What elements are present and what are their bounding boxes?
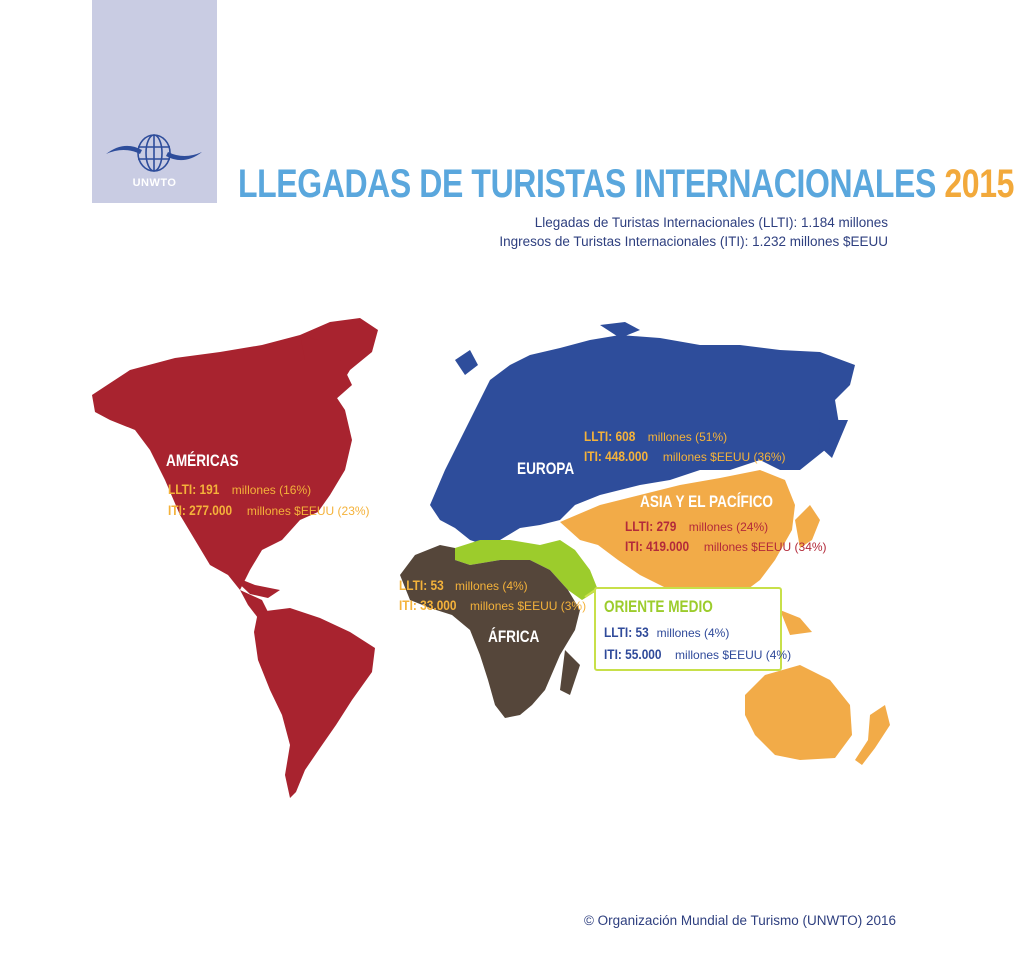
oriente-medio-iti-rest: millones $EEUU (4%) [671, 648, 792, 662]
oriente-medio-callout [594, 587, 792, 671]
americas-llti-rest: millones (16%) [228, 483, 312, 497]
asia-iti-rest: millones $EEUU (34%) [700, 540, 827, 554]
europa-iti-label: ITI: 448.000 [584, 448, 649, 464]
copyright-footer: © Organización Mundial de Turismo (UNWTO) 2016 [583, 913, 896, 928]
subtitle-llti: Llegadas de Turistas Internacionales (LLTI): 1.184 millones [534, 215, 888, 230]
europa-llti-stat [584, 428, 727, 444]
oriente-medio-iti-stat [604, 646, 791, 662]
oriente-medio-llti-label: LLTI: 53 [604, 624, 649, 640]
europa-iti-rest: millones $EEUU (36%) [659, 450, 786, 464]
title-main: LLEGADAS DE TURISTAS INTERNACIONALES [238, 162, 936, 206]
title-year: 2015 [944, 162, 1014, 206]
region-americas-shape [92, 318, 378, 798]
asia-llti-stat [625, 518, 768, 534]
africa-llti-rest: millones (4%) [451, 579, 528, 593]
americas-llti-label: LLTI: 191 [168, 481, 220, 497]
americas-iti-label: ITI: 277.000 [168, 502, 233, 518]
africa-iti-rest: millones $EEUU (3%) [466, 599, 587, 613]
oriente-medio-llti-rest: millones (4%) [656, 626, 730, 640]
americas-name-label: AMÉRICAS [166, 451, 239, 470]
asia-llti-rest: millones (24%) [685, 520, 769, 534]
asia-iti-stat [625, 538, 827, 554]
oriente-medio-llti-stat [604, 624, 729, 640]
americas-iti-stat [168, 502, 370, 518]
europa-llti-rest: millones (51%) [644, 430, 728, 444]
europa-name-label: EUROPA [517, 459, 575, 478]
subtitle-iti: Ingresos de Turistas Internacionales (ITI): 1.232 millones $EEUU [499, 234, 888, 249]
europa-llti-label: LLTI: 608 [584, 428, 636, 444]
oriente-medio-name-label: ORIENTE MEDIO [604, 597, 713, 616]
asia-llti-label: LLTI: 279 [625, 518, 677, 534]
africa-llti-label: LLTI: 53 [399, 577, 444, 593]
americas-iti-rest: millones $EEUU (23%) [243, 504, 370, 518]
oriente-medio-iti-label: ITI: 55.000 [604, 646, 662, 662]
africa-iti-stat [399, 597, 586, 613]
americas-llti-stat [168, 481, 311, 497]
europa-iti-stat [584, 448, 786, 464]
africa-llti-stat [399, 577, 528, 593]
africa-iti-label: ITI: 33.000 [399, 597, 457, 613]
asia-name-label: ASIA Y EL PACÍFICO [640, 492, 774, 511]
africa-name-label: ÁFRICA [488, 627, 540, 646]
asia-iti-label: ITI: 419.000 [625, 538, 690, 554]
unwto-logo-text: UNWTO [132, 177, 177, 189]
